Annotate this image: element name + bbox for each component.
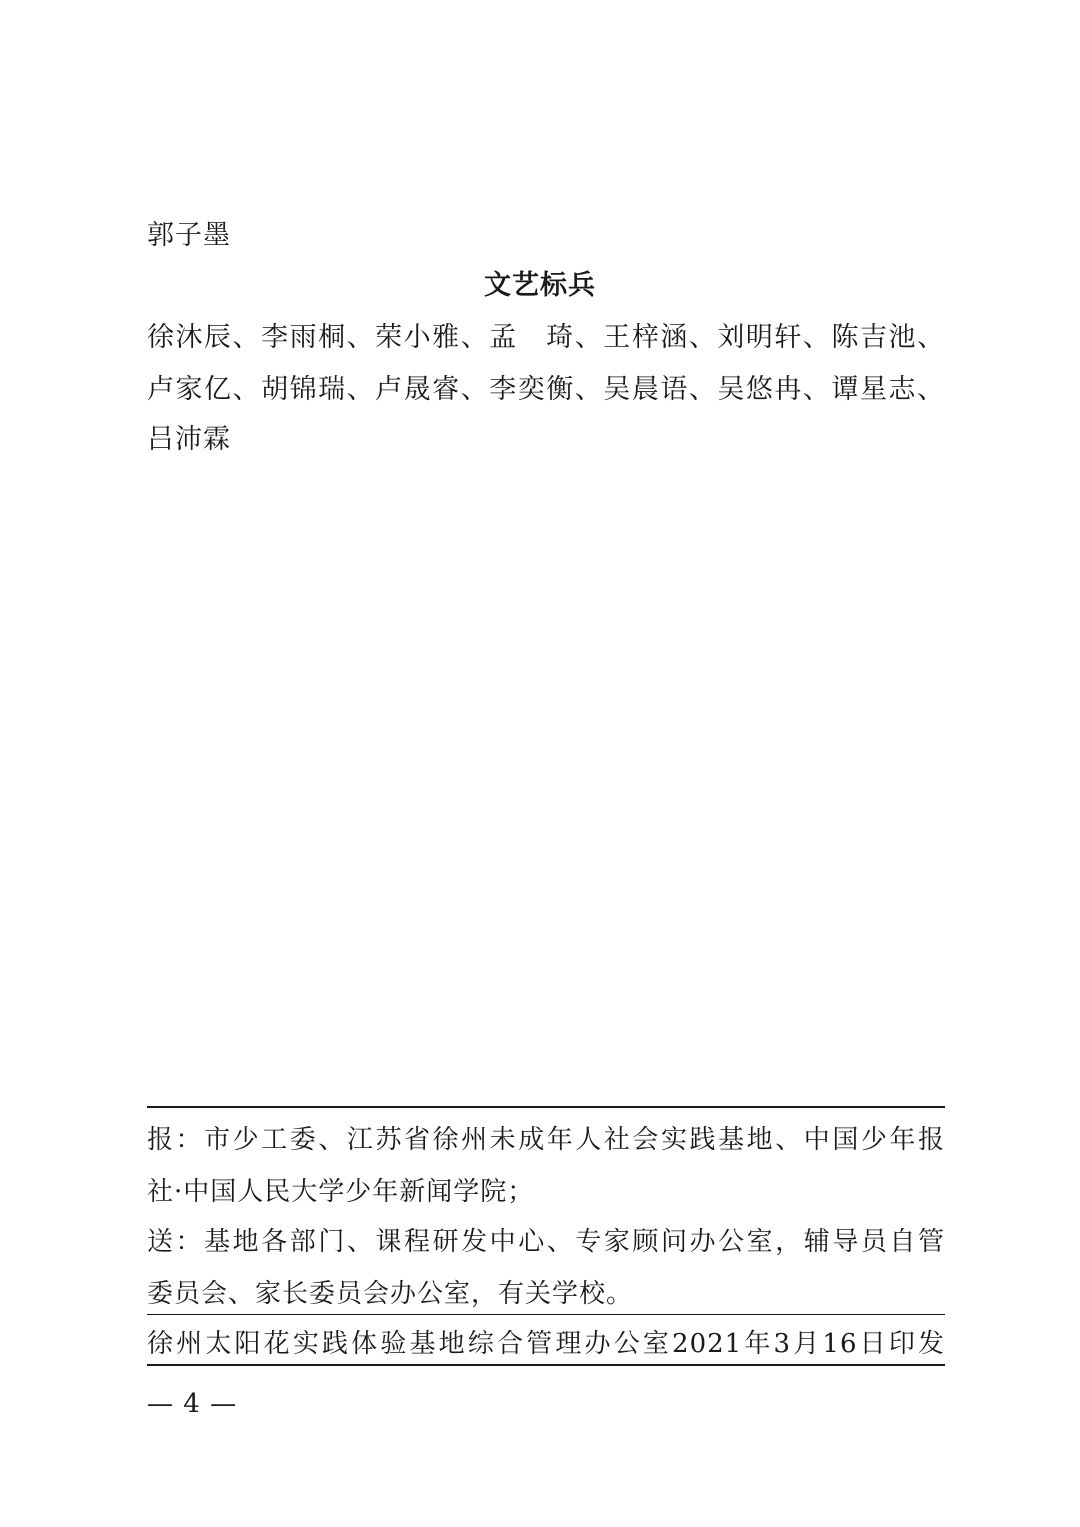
issuer-bottom-rule xyxy=(147,1364,945,1366)
preceding-name: 郭子墨 xyxy=(147,220,231,251)
page-number: — 4 — xyxy=(147,1389,238,1419)
issuer-top-rule xyxy=(147,1314,945,1315)
report-line-2: 社·中国人民大学少年新闻学院； xyxy=(147,1177,535,1207)
honoree-line-2: 卢家亿、胡锦瑞、卢晟睿、李奕衡、吴晨语、吴悠冉、谭星志、 xyxy=(147,374,945,405)
section-title: 文艺标兵 xyxy=(484,270,596,301)
report-line-1: 报：市少工委、江苏省徐州未成年人社会实践基地、中国少年报 xyxy=(147,1125,945,1155)
distribution-top-rule xyxy=(147,1106,945,1108)
issuer-line: 徐州太阳花实践体验基地综合管理办公室2021年3月16日印发 xyxy=(147,1329,945,1359)
honoree-line-1: 徐沐辰、李雨桐、荣小雅、孟 琦、王梓涵、刘明轩、陈吉池、 xyxy=(147,322,945,353)
send-line-2: 委员会、家长委员会办公室，有关学校。 xyxy=(147,1279,634,1309)
honoree-line-3: 吕沛霖 xyxy=(147,424,231,455)
send-line-1: 送：基地各部门、课程研发中心、专家顾问办公室，辅导员自管 xyxy=(147,1227,945,1257)
